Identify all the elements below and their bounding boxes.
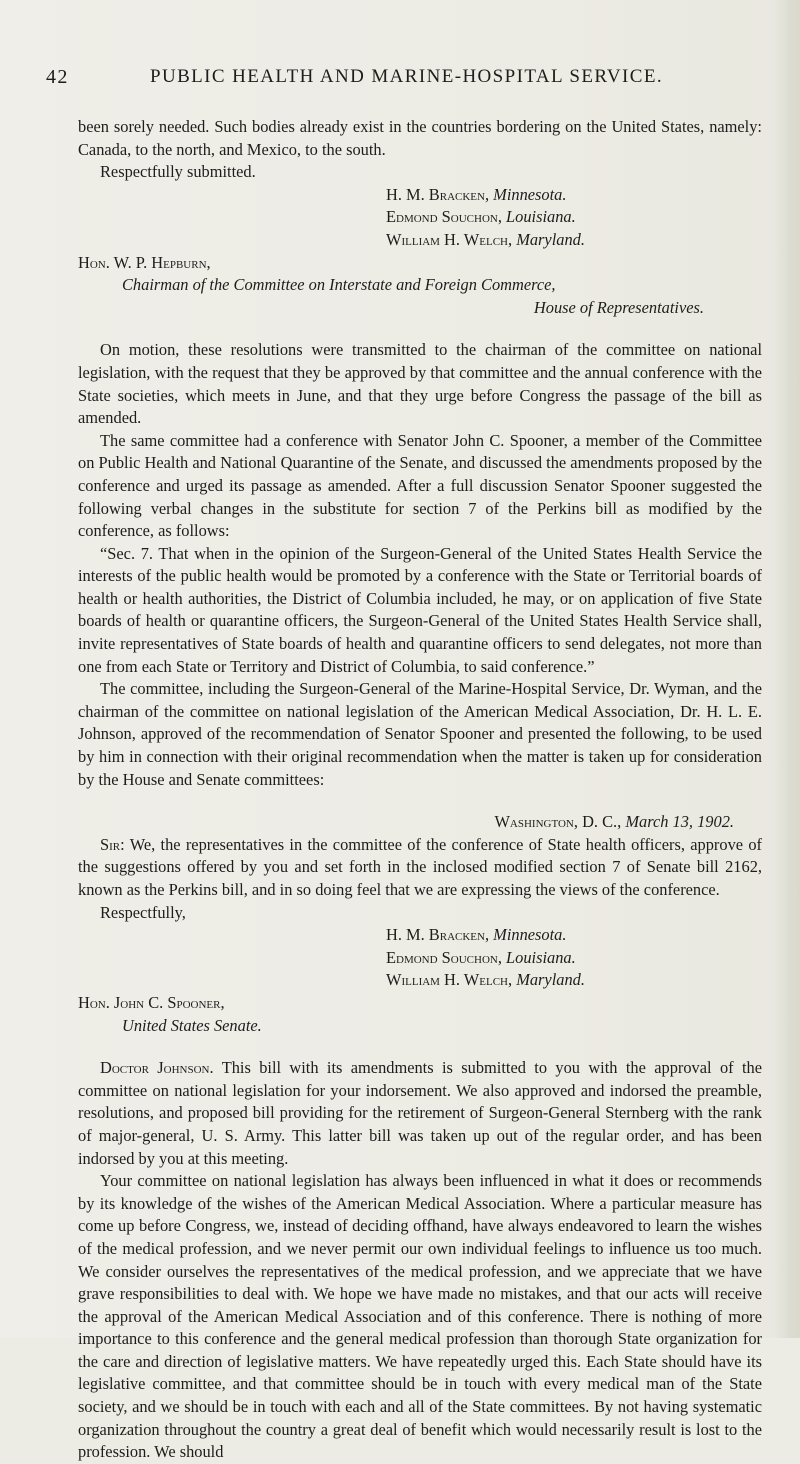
paragraph-johnson-1-text: This bill with its amendments is submitted to you with the approval of the committee on national legislation for your indorsement. We also approved and indorsed the preamble, resolutions, and proposed bill providing for the retirement of Surgeon-General Sternberg with the rank of major-general, U. S. Army. This latter bill was taken up out of the regular order, and has been indorsed by you at this meeting.: [78, 1058, 762, 1168]
page-header: [46, 66, 736, 96]
signature-welch: William H. Welch, Maryland.: [386, 229, 585, 249]
letter-closing: Respectfully,: [100, 902, 186, 922]
letter-text: We, the representatives in the committee of the conference of State health officers, approve of the suggestions offered by you and set forth in the inclosed modified section 7 of Senate bill 2162, known as the Perkins bill, and in so doing feel that we are expressing the views of the conference.: [78, 834, 762, 899]
letter-dateline: [78, 811, 762, 834]
letter-body: [78, 834, 762, 902]
letter-salutation: Sir:: [100, 834, 125, 854]
signature-bracken: H. M. Bracken, Minnesota.: [386, 184, 567, 204]
addressee-title: United States Senate.: [122, 1015, 262, 1035]
addressee-body: House of Representatives.: [533, 297, 704, 317]
paragraph-spooner-conference: The same committee had a conference with Senator John C. Spooner, a member of the Committee on Public Health and National Quarantine of the Senate, and discussed the amendments proposed by the conference and urged its passage as amended. After a full discussion Senator Spooner suggested the following verbal changes in the substitute for section 7 of the Perkins bill as modified by the conference, as follows:: [78, 430, 762, 541]
page-number: 42: [46, 66, 69, 88]
speaker-name: Doctor Johnson.: [100, 1058, 214, 1078]
page-edge-shadow: [774, 0, 800, 1338]
paragraph-section-7: “Sec. 7. That when in the opinion of the Surgeon-General of the United States Health Service the interests of the public health would be promoted by a conference with the State or Territorial boards of health or health authorities, the District of Columbia included, he may, or on application of five State boards of health or quarantine officers, the Surgeon-General of the United States Health Service shall, invite representatives of State boards of health and quarantine officers to send delegates, not more than one from each State or Territory and District of Columbia, to said conference.”: [78, 543, 762, 676]
signature-souchon: Edmond Souchon, Louisiana.: [386, 947, 576, 967]
addressee-name: Hon. John C. Spooner,: [78, 992, 225, 1012]
paragraph-motion: On motion, these resolutions were transmitted to the chairman of the committee on national legislation, with the request that they be approved by that committee and the annual conference with the State societies, which meets in June, and that they urge before Congress the passage of the bill as amended.: [78, 340, 762, 428]
paragraph-johnson-2: Your committee on national legislation has always been influenced in what it does or recommends by its knowledge of the wishes of the American Medical Association. Where a particular measure has come up before Congress, we, instead of deciding offhand, have always endeavored to learn the wishes of the medical profession, and we never permit our own individual feelings to influence us too much. We consider ourselves the representatives of the medical profession, and we appreciate that we have grave responsibilities to deal with. We hope we have made no mistakes, and that our acts will receive the approval of the American Medical Association and of this conference. There is nothing of more importance to this conference and the general medical profession than thorough State organization for the care and direction of legislative matters. We have repeatedly urged this. Each State should have its legislative committee, and that committee should be in touch with every medical man of the State society, and we should be in touch with each and all of the State committees. By not having systematic organization throughout the country a great deal of benefit which would necessarily result is lost to the profession. We should: [78, 1171, 762, 1462]
paragraph-johnson-1: [78, 1057, 762, 1170]
addressee-title: Chairman of the Committee on Interstate and Foreign Commerce,: [122, 275, 556, 295]
paragraph-continued: been sorely needed. Such bodies already exist in the countries bordering on the United States, namely: Canada, to the north, and Mexico, to the south.: [78, 117, 762, 159]
addressee-name: Hon. W. P. Hepburn,: [78, 252, 211, 272]
signature-souchon: Edmond Souchon, Louisiana.: [386, 207, 576, 227]
signature-block-2: [386, 924, 762, 992]
address-block-spooner: [78, 992, 762, 1037]
letter-place: Washington, D. C.,: [494, 812, 622, 832]
closing-respectfully-submitted: Respectfully submitted.: [100, 162, 256, 182]
paragraph-committee-approval: The committee, including the Surgeon-General of the Marine-Hospital Service, Dr. Wyman, and the chairman of the committee on national legislation of the American Medical Association, Dr. H. L. E. Johnson, approved of the recommendation of Senator Spooner and presented the following, to be used by him in connection with their original recommendation when the matter is taken up for consideration by the House and Senate committees:: [78, 679, 762, 789]
letter-date: March 13, 1902.: [625, 812, 734, 832]
signature-bracken: H. M. Bracken, Minnesota.: [386, 925, 567, 945]
signature-welch: William H. Welch, Maryland.: [386, 970, 585, 990]
address-block-hepburn: [78, 252, 762, 320]
document-body: [78, 116, 762, 1464]
signature-block-1: [386, 184, 762, 252]
running-title: PUBLIC HEALTH AND MARINE-HOSPITAL SERVICE.: [150, 66, 663, 87]
